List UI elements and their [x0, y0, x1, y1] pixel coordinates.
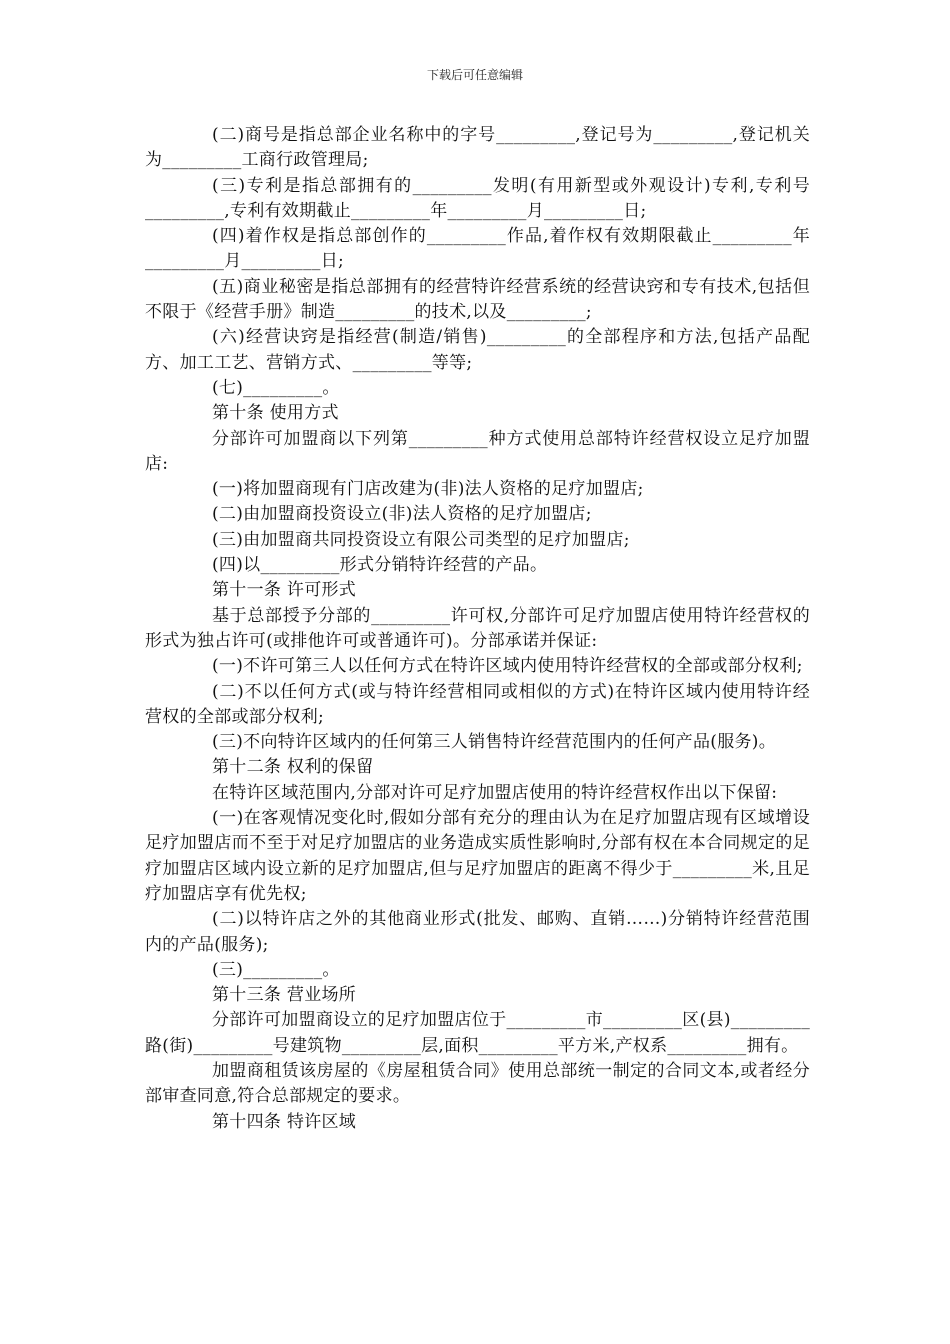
paragraph: 第十条 使用方式	[212, 403, 339, 424]
paragraph: 基于总部授予分部的_________许可权,分部许可足疗加盟店使用特许经营权的形式为独占许可(或排他许可或普通许可)。分部承诺并保证:	[145, 605, 810, 651]
paragraph: (七)_________。	[212, 377, 340, 398]
paragraph: 第十三条 营业场所	[212, 985, 357, 1006]
paragraph: (六)经营诀窍是指经营(制造/销售)_________的全部程序和方法,包括产品配方、加工工艺、营销方式、_________等等;	[145, 327, 810, 373]
paragraph: (二)由加盟商投资设立(非)法人资格的足疗加盟店;	[212, 504, 592, 525]
paragraph: (三)_________。	[212, 959, 340, 980]
page-header: 下载后可任意编辑	[426, 68, 523, 82]
paragraph: (二)不以任何方式(或与特许经营相同或相似的方式)在特许区域内使用特许经营权的全部或部分权利;	[145, 681, 810, 727]
paragraph: 在特许区域范围内,分部对许可足疗加盟店使用的特许经营权作出以下保留:	[212, 782, 778, 803]
paragraph: 第十四条 特许区域	[212, 1111, 357, 1132]
paragraph: (五)商业秘密是指总部拥有的经营特许经营系统的经营诀窍和专有技术,包括但不限于《经营手册》制造_________的技术,以及_________;	[145, 276, 810, 323]
paragraph: (一)在客观情况变化时,假如分部有充分的理由认为在足疗加盟店现有区域增设足疗加盟店而不至于对足疗加盟店的业务造成实质性影响时,分部有权在本合同规定的足疗加盟店区域内设立新的足疗加盟店,但与足疗加盟店的距离不得少于_________米,且足疗加盟店享有优先权;	[145, 808, 810, 904]
paragraph: (四)以_________形式分销特许经营的产品。	[212, 555, 548, 576]
paragraph: (四)着作权是指总部创作的_________作品,着作权有效期限截止_________年_________月_________日;	[145, 226, 810, 272]
paragraph: 分部许可加盟商以下列第_________种方式使用总部特许经营权设立足疗加盟店:	[145, 428, 810, 474]
paragraph: (一)不许可第三人以任何方式在特许区域内使用特许经营权的全部或部分权利;	[212, 656, 803, 677]
paragraph: 第十一条 许可形式	[212, 580, 357, 601]
paragraph: (二)以特许店之外的其他商业形式(批发、邮购、直销……)分销特许经营范围内的产品(服务);	[145, 909, 810, 955]
paragraph: (三)不向特许区域内的任何第三人销售特许经营范围内的任何产品(服务)。	[212, 732, 777, 753]
document-body	[145, 123, 810, 1135]
paragraph: (三)专利是指总部拥有的_________发明(有用新型或外观设计)专利,专利号_________,专利有效期截止_________年_________月_________日;	[145, 175, 810, 221]
paragraph: 第十二条 权利的保留	[212, 757, 374, 778]
paragraph: (一)将加盟商现有门店改建为(非)法人资格的足疗加盟店;	[212, 479, 644, 500]
paragraph: (二)商号是指总部企业名称中的字号_________,登记号为_________,登记机关为_________工商行政管理局;	[145, 125, 810, 171]
paragraph: 加盟商租赁该房屋的《房屋租赁合同》使用总部统一制定的合同文本,或者经分部审查同意,符合总部规定的要求。	[145, 1060, 810, 1107]
paragraph: 分部许可加盟商设立的足疗加盟店位于_________市_________区(县)_________路(街)_________号建筑物_________层,面积_________平方米,产权系_________拥有。	[145, 1010, 810, 1056]
paragraph: (三)由加盟商共同投资设立有限公司类型的足疗加盟店;	[212, 529, 630, 550]
